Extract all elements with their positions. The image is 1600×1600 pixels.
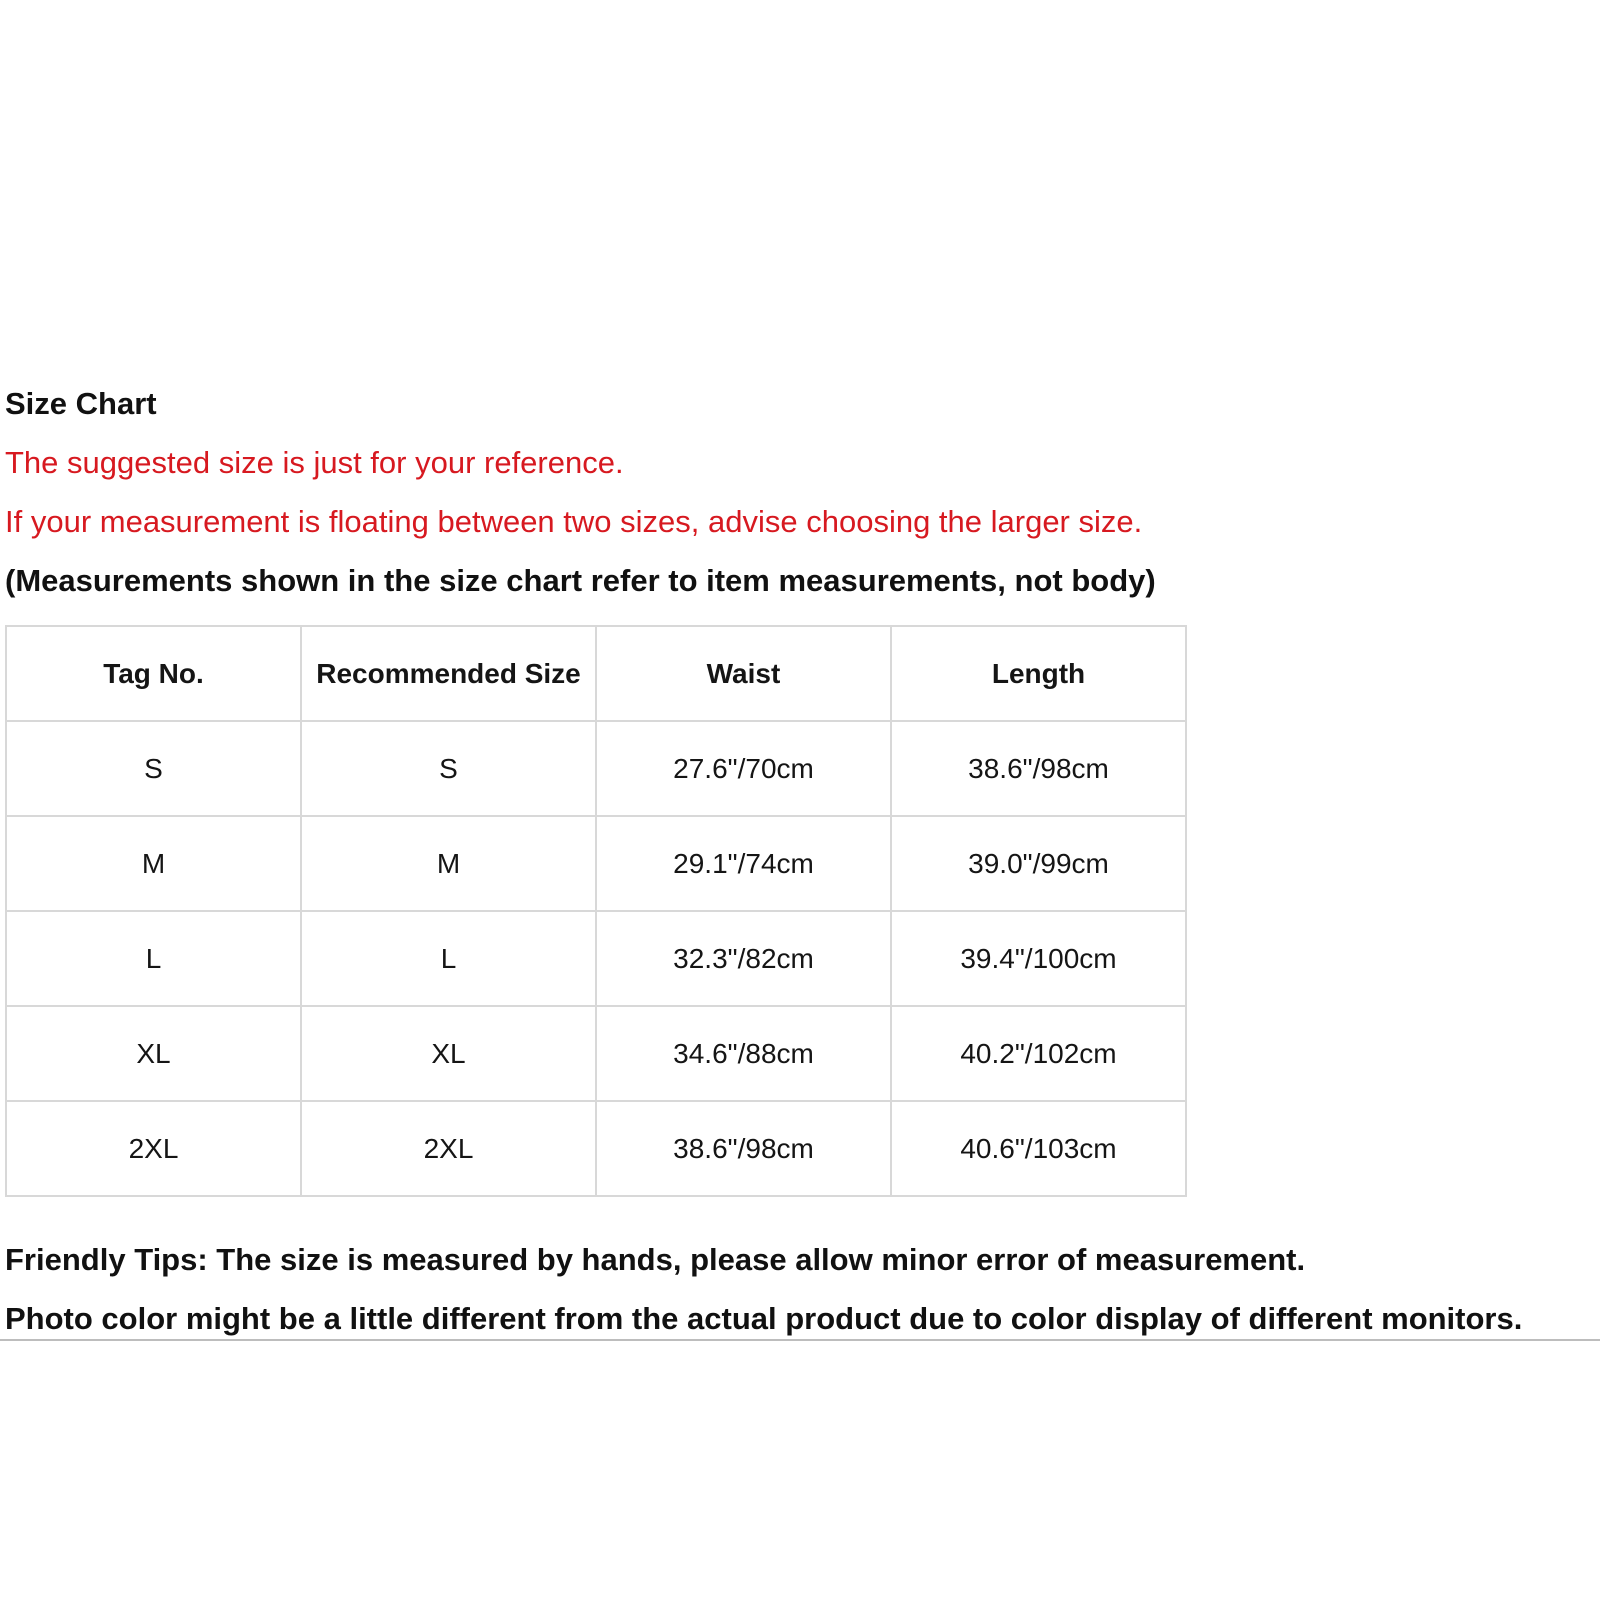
table-row xyxy=(6,721,1186,816)
size-advice-notice: If your measurement is floating between two sizes, advise choosing the larger size. xyxy=(5,504,1143,539)
waist-cell: 34.6"/88cm xyxy=(596,1006,891,1101)
waist-cell: 32.3"/82cm xyxy=(596,911,891,1006)
tag-no-cell: 2XL xyxy=(6,1101,301,1196)
tag-no-cell: L xyxy=(6,911,301,1006)
bottom-divider xyxy=(0,1339,1600,1341)
header-tag-no: Tag No. xyxy=(6,626,301,721)
header-length: Length xyxy=(891,626,1186,721)
table-header-row xyxy=(6,626,1186,721)
reference-notice: The suggested size is just for your reference. xyxy=(5,445,624,480)
header-waist: Waist xyxy=(596,626,891,721)
recommended-size-cell: 2XL xyxy=(301,1101,596,1196)
size-table-body xyxy=(6,721,1186,1196)
page-title: Size Chart xyxy=(5,386,157,421)
friendly-tips: Friendly Tips: The size is measured by hands, please allow minor error of measurement. xyxy=(5,1242,1306,1277)
waist-cell: 29.1"/74cm xyxy=(596,816,891,911)
recommended-size-cell: S xyxy=(301,721,596,816)
table-row xyxy=(6,911,1186,1006)
length-cell: 38.6"/98cm xyxy=(891,721,1186,816)
size-table-header xyxy=(6,626,1186,721)
table-row xyxy=(6,1101,1186,1196)
tag-no-cell: M xyxy=(6,816,301,911)
length-cell: 39.0"/99cm xyxy=(891,816,1186,911)
length-cell: 39.4"/100cm xyxy=(891,911,1186,1006)
recommended-size-cell: L xyxy=(301,911,596,1006)
measurement-note: (Measurements shown in the size chart refer to item measurements, not body) xyxy=(5,563,1156,598)
tag-no-cell: S xyxy=(6,721,301,816)
recommended-size-cell: M xyxy=(301,816,596,911)
header-recommended-size: Recommended Size xyxy=(301,626,596,721)
size-table xyxy=(5,625,1187,1197)
waist-cell: 27.6"/70cm xyxy=(596,721,891,816)
photo-color-note: Photo color might be a little different from the actual product due to color display of different monitors. xyxy=(5,1301,1523,1336)
table-row xyxy=(6,816,1186,911)
recommended-size-cell: XL xyxy=(301,1006,596,1101)
table-row xyxy=(6,1006,1186,1101)
tag-no-cell: XL xyxy=(6,1006,301,1101)
waist-cell: 38.6"/98cm xyxy=(596,1101,891,1196)
length-cell: 40.2"/102cm xyxy=(891,1006,1186,1101)
length-cell: 40.6"/103cm xyxy=(891,1101,1186,1196)
